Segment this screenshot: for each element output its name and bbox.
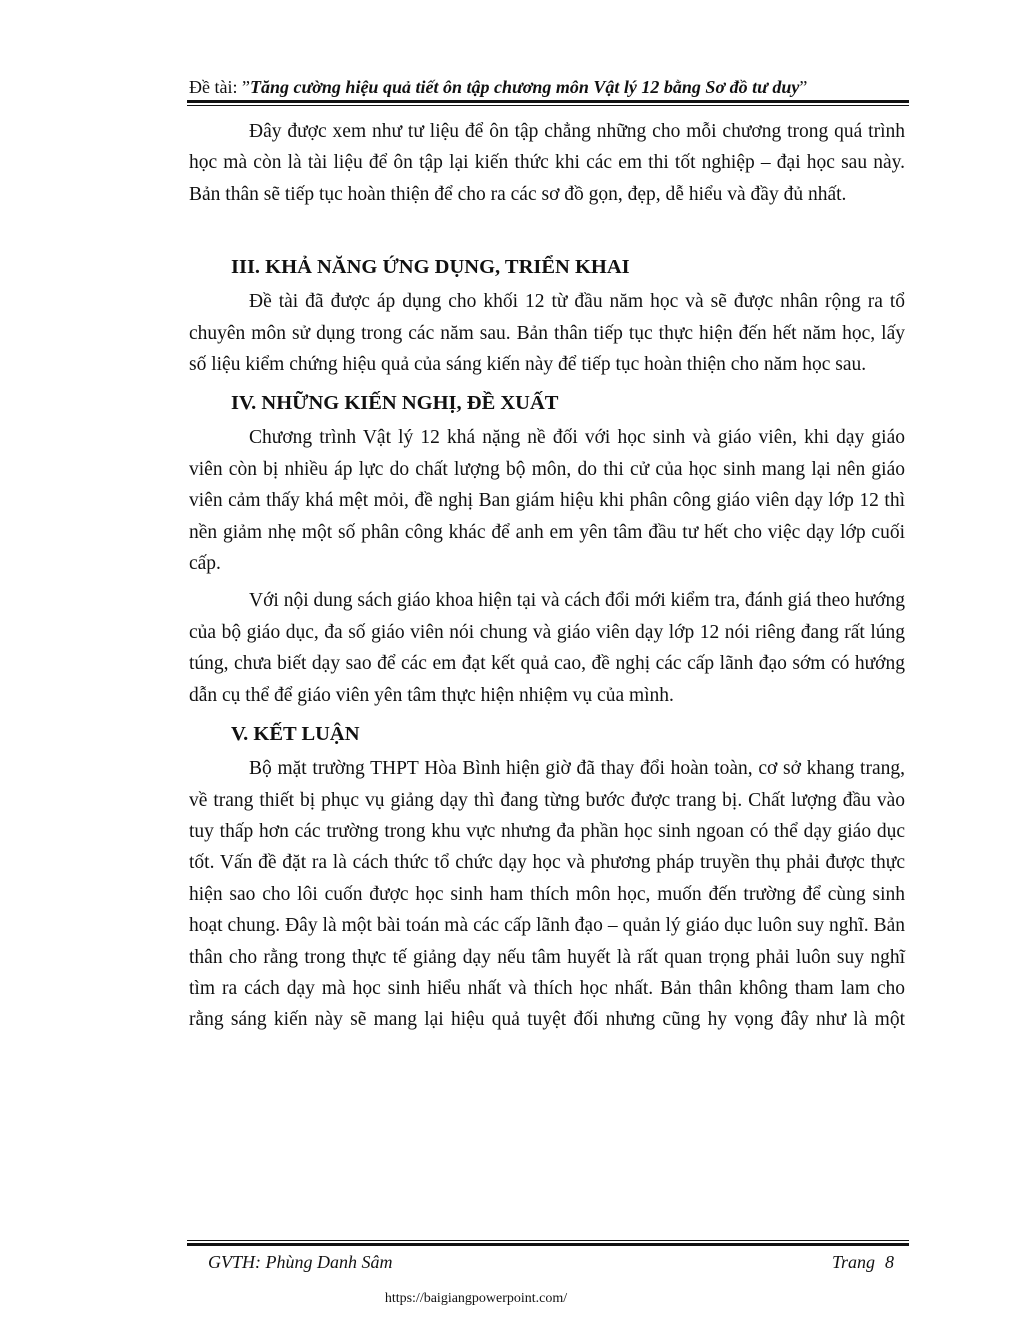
footer-rule-thick (187, 1243, 909, 1246)
body-paragraph: Với nội dung sách giáo khoa hiện tại và cách đổi mới kiểm tra, đánh giá theo hướng của bộ giáo dục, đa số giáo viên nói chung và giáo viên dạy lớp 12 nói riêng đang rất lúng túng, chưa biết dạy sao để các em đạt kết quả cao, đề nghị các cấp lãnh đạo sớm có hướng dẫn cụ thể để giáo viên yên tâm thực hiện nhiệm vụ của mình. (189, 590, 905, 706)
body-paragraph: Đây được xem như tư liệu để ôn tập chẳng những cho mỗi chương trong quá trình học mà còn là tài liệu để ôn tập lại kiến thức khi các em thi tốt nghiệp – đại học sau này. Bản thân sẽ tiếp tục hoàn thiện để cho ra các sơ đồ gọn, đẹp, dễ hiểu và đầy đủ nhất. (189, 121, 905, 205)
body-paragraph: Chương trình Vật lý 12 khá nặng nề đối với học sinh và giáo viên, khi dạy giáo viên còn bị nhiều áp lực do chất lượng bộ môn, do thi cử của học sinh mang lại nên giáo viên cảm thấy khá mệt mỏi, đề nghị Ban giám hiệu khi phân công giáo viên dạy lớp 12 thì nền giảm nhẹ một số phân công khác để anh em yên tâm đầu tư hết cho việc dạy lớp cuối cấp. (189, 427, 905, 575)
header-prefix: Đề tài: ” (189, 77, 250, 97)
section-heading-iv: IV. NHỮNG KIẾN NGHỊ, ĐỀ XUẤT (231, 392, 559, 415)
footer-rule-thin (187, 1240, 909, 1241)
footer-page-number: 8 (885, 1252, 894, 1272)
header-rule-thick (187, 100, 909, 103)
source-url: https://baigiangpowerpoint.com/ (384, 1291, 568, 1306)
footer-page (832, 1250, 894, 1274)
page-header (189, 76, 911, 98)
header-topic: Tăng cường hiệu quả tiết ôn tập chương môn Vật lý 12 bằng Sơ đồ tư duy (249, 77, 800, 97)
header-suffix: ” (799, 77, 808, 97)
document-body (189, 116, 905, 1042)
section-heading-v: V. KẾT LUẬN (231, 723, 360, 746)
header-rule-thin (187, 105, 909, 106)
section-heading-iii: III. KHẢ NĂNG ỨNG DỤNG, TRIỂN KHAI (231, 256, 630, 279)
footer-page-label: Trang (831, 1252, 875, 1272)
body-paragraph: Bộ mặt trường THPT Hòa Bình hiện giờ đã thay đổi hoàn toàn, cơ sở khang trang, về trang thiết bị phục vụ giảng dạy thì đang từng bước được trang bị. Chất lượng đầu vào tuy thấp hơn các trường trong khu vực nhưng đa phần học sinh ngoan có thể dạy giáo dục tốt. Vấn đề đặt ra là cách thức tổ chức dạy học và phương pháp truyền thụ phải được thực hiện sao cho lôi cuốn được học sinh ham thích môn học, muốn đến trường để cùng sinh hoạt chung. Đây là một bài toán mà các cấp lãnh đạo – quản lý giáo dục luôn suy nghĩ. Bản thân cho rằng trong thực tế giảng dạy nếu tâm huyết là rất quan trọng phải luôn suy nghĩ tìm ra cách dạy mà học sinh hiểu nhất và thích học nhất. Bản thân không tham lam cho rằng sáng kiến này sẽ mang lại hiệu quả tuyệt đối nhưng cũng hy vọng đây như là một (189, 758, 905, 1031)
footer-author: GVTH: Phùng Danh Sâm (208, 1252, 393, 1272)
body-paragraph: Đề tài đã được áp dụng cho khối 12 từ đầu năm học và sẽ được nhân rộng ra tổ chuyên môn sử dụng trong các năm sau. Bản thân tiếp tục thực hiện đến hết năm học, lấy số liệu kiểm chứng hiệu quả của sáng kiến này để tiếp tục hoàn thiện cho năm học sau. (189, 291, 905, 376)
